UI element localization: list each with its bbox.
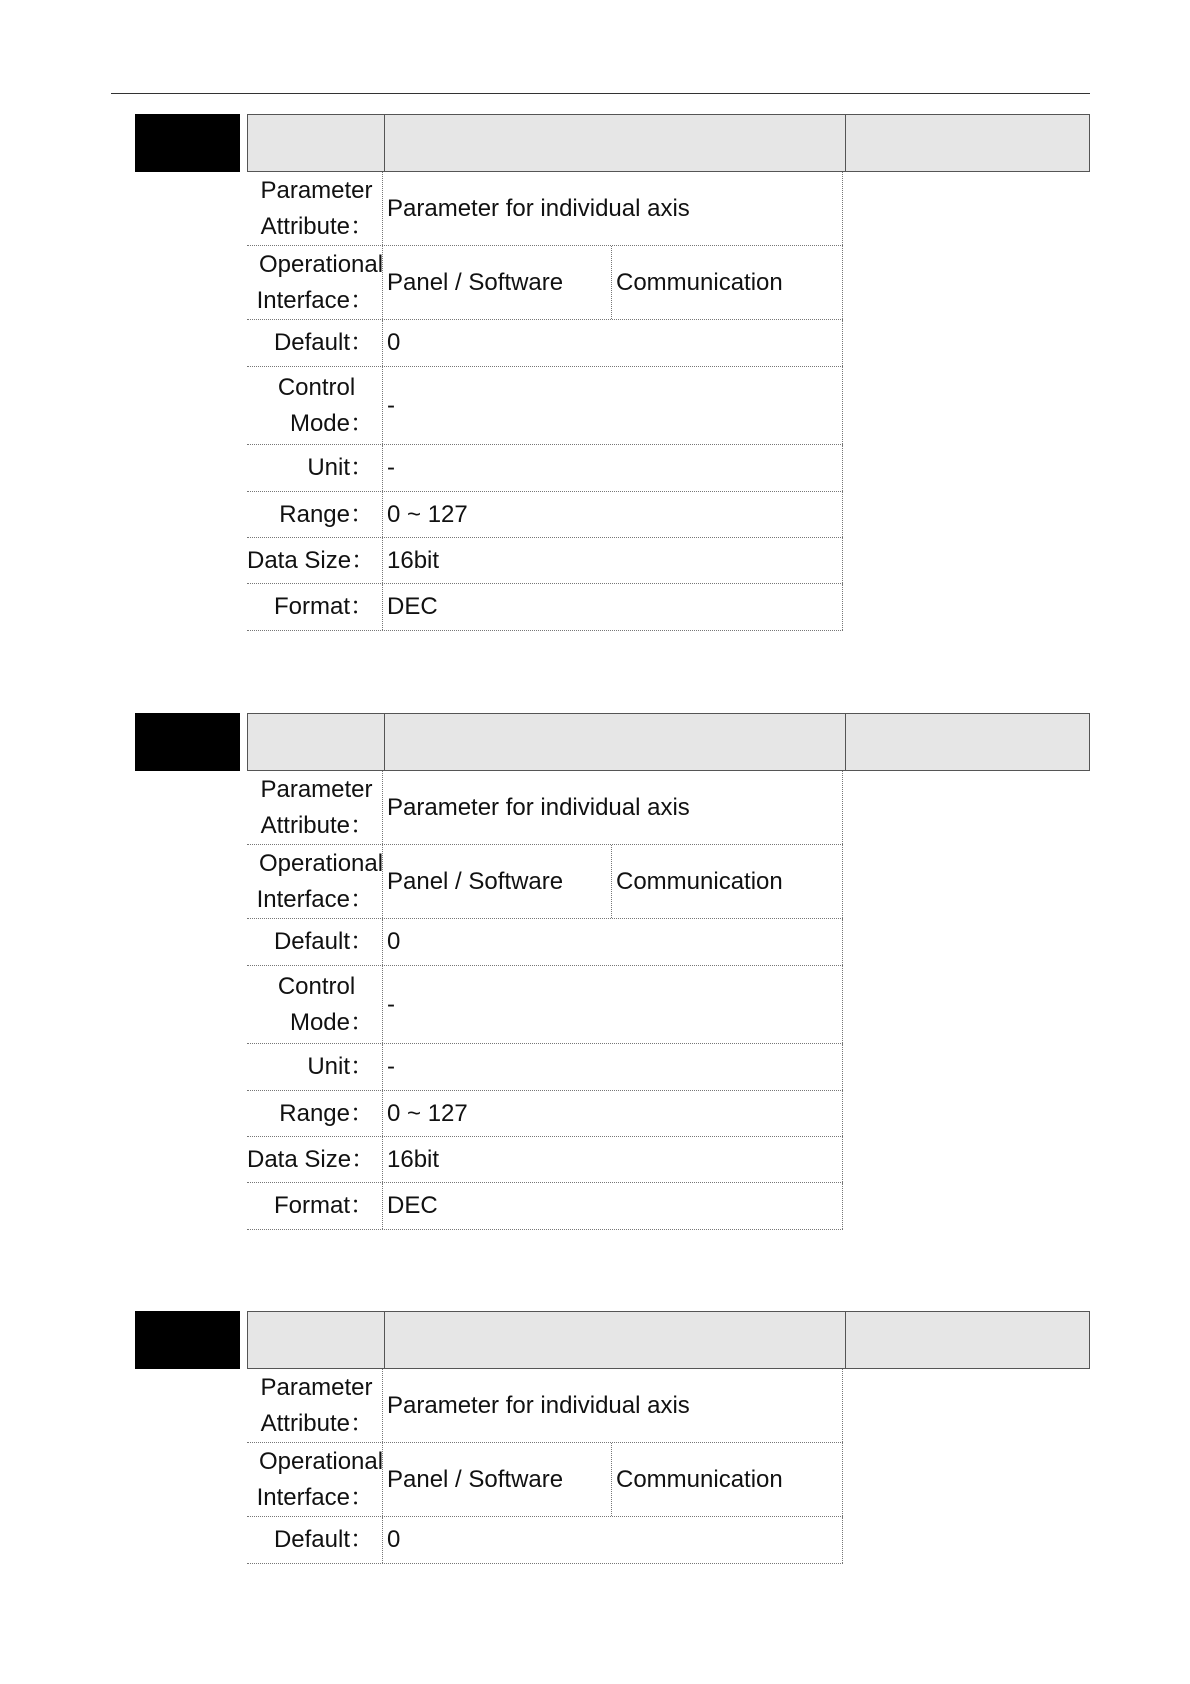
value-range: 0 ~ 127 — [383, 1091, 843, 1136]
row-unit — [247, 1044, 843, 1091]
interface-panel-software: Panel / Software — [383, 1443, 612, 1516]
label-control-mode: Control Mode： — [247, 966, 383, 1043]
header-cell-address — [846, 115, 1089, 171]
value-parameter-attribute: Parameter for individual axis — [383, 172, 843, 245]
header-cell-code — [248, 1312, 385, 1368]
value-operational-interface — [383, 1443, 843, 1516]
label-parameter-attribute: Parameter Attribute： — [247, 771, 383, 844]
label-control-mode: Control Mode： — [247, 367, 383, 444]
row-range — [247, 492, 843, 538]
label-parameter-attribute: Parameter Attribute： — [247, 172, 383, 245]
row-default — [247, 320, 843, 367]
label-data-size: Data Size： — [247, 538, 383, 583]
interface-communication: Communication — [616, 1465, 783, 1493]
value-data-size: 16bit — [383, 1137, 843, 1182]
value-default: 0 — [383, 320, 843, 366]
row-default — [247, 1517, 843, 1564]
label-operational-interface: Operational Interface： — [247, 845, 383, 918]
label-default: Default： — [247, 320, 383, 366]
row-parameter-attribute — [247, 1369, 843, 1443]
label-parameter-attribute: Parameter Attribute： — [247, 1369, 383, 1442]
value-control-mode: - — [383, 367, 843, 444]
row-default — [247, 919, 843, 966]
label-unit: Unit： — [247, 1044, 383, 1090]
label-format: Format： — [247, 1183, 383, 1229]
interface-panel-software: Panel / Software — [383, 845, 612, 918]
row-control-mode — [247, 966, 843, 1044]
parameter-table — [247, 1369, 843, 1564]
row-format — [247, 1183, 843, 1230]
label-range: Range： — [247, 1091, 383, 1136]
value-format: DEC — [383, 1183, 843, 1229]
interface-panel-software: Panel / Software — [383, 246, 612, 319]
parameter-header-row — [247, 114, 1090, 172]
value-unit: - — [383, 1044, 843, 1090]
page-top-rule — [111, 93, 1090, 94]
label-unit: Unit： — [247, 445, 383, 491]
row-data-size — [247, 1137, 843, 1183]
interface-communication: Communication — [616, 268, 783, 296]
row-parameter-attribute — [247, 771, 843, 845]
interface-communication: Communication — [616, 867, 783, 895]
value-format: DEC — [383, 584, 843, 630]
parameter-table — [247, 771, 843, 1230]
label-operational-interface: Operational Interface： — [247, 246, 383, 319]
header-cell-name — [385, 1312, 846, 1368]
row-data-size — [247, 538, 843, 584]
value-data-size: 16bit — [383, 538, 843, 583]
value-parameter-attribute: Parameter for individual axis — [383, 1369, 843, 1442]
value-default: 0 — [383, 1517, 843, 1563]
parameter-header-row — [247, 713, 1090, 771]
value-control-mode: - — [383, 966, 843, 1043]
row-operational-interface — [247, 1443, 843, 1517]
label-default: Default： — [247, 1517, 383, 1563]
label-default: Default： — [247, 919, 383, 965]
label-format: Format： — [247, 584, 383, 630]
value-operational-interface — [383, 845, 843, 918]
row-control-mode — [247, 367, 843, 445]
row-unit — [247, 445, 843, 492]
row-operational-interface — [247, 246, 843, 320]
label-data-size: Data Size： — [247, 1137, 383, 1182]
header-cell-code — [248, 115, 385, 171]
row-parameter-attribute — [247, 172, 843, 246]
row-range — [247, 1091, 843, 1137]
header-cell-address — [846, 714, 1089, 770]
label-range: Range： — [247, 492, 383, 537]
parameter-code-tab — [135, 1311, 240, 1369]
header-cell-address — [846, 1312, 1089, 1368]
row-operational-interface — [247, 845, 843, 919]
value-range: 0 ~ 127 — [383, 492, 843, 537]
parameter-code-tab — [135, 114, 240, 172]
parameter-header-row — [247, 1311, 1090, 1369]
value-default: 0 — [383, 919, 843, 965]
value-unit: - — [383, 445, 843, 491]
parameter-code-tab — [135, 713, 240, 771]
parameter-table — [247, 172, 843, 631]
header-cell-code — [248, 714, 385, 770]
label-operational-interface: Operational Interface： — [247, 1443, 383, 1516]
header-cell-name — [385, 115, 846, 171]
value-parameter-attribute: Parameter for individual axis — [383, 771, 843, 844]
row-format — [247, 584, 843, 631]
header-cell-name — [385, 714, 846, 770]
value-operational-interface — [383, 246, 843, 319]
